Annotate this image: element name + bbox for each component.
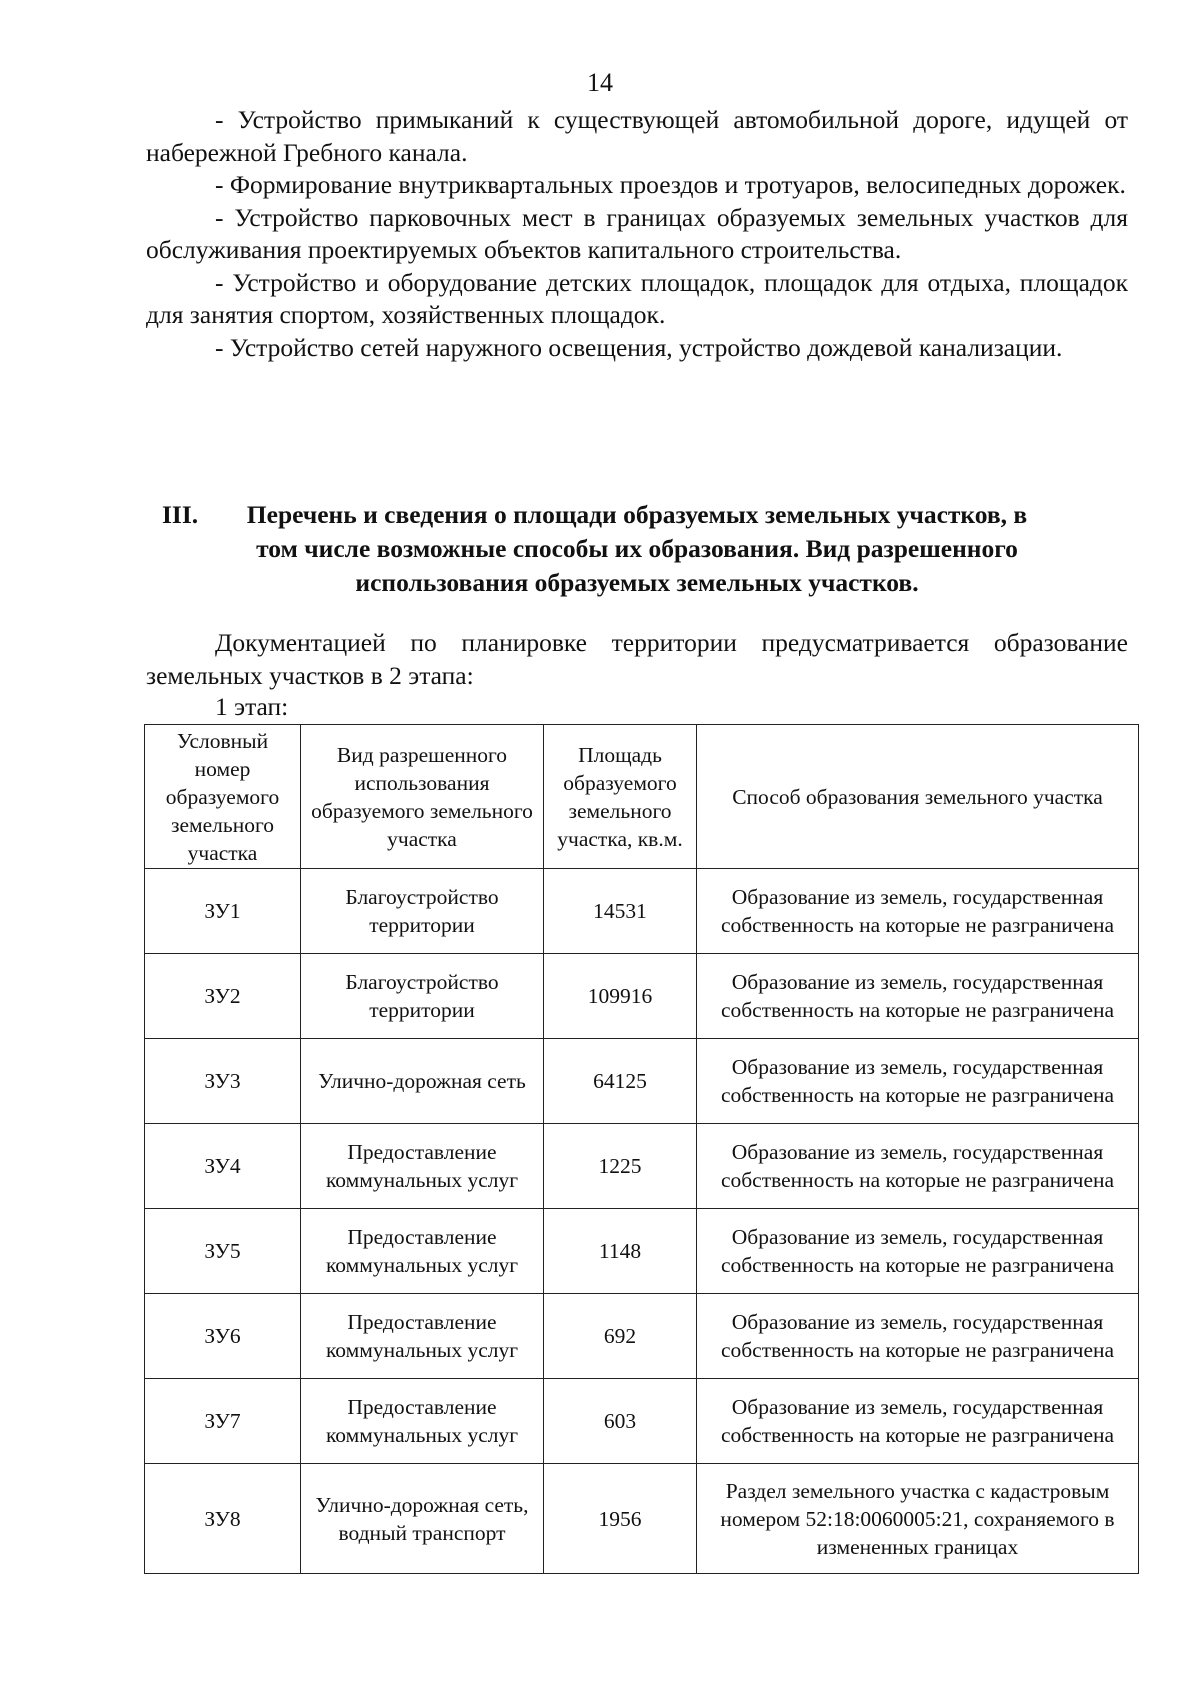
cell-parcel-number: ЗУ6 — [145, 1294, 301, 1379]
cell-area: 109916 — [544, 954, 697, 1039]
cell-formation-method: Раздел земельного участка с кадастровым номером 52:18:0060005:21, сохраняемого в измененных границах — [697, 1464, 1139, 1574]
cell-permitted-use: Благоустройство территории — [301, 869, 544, 954]
header-formation-method: Способ образования земельного участка — [697, 725, 1139, 869]
list-item: - Формирование внутриквартальных проездов и тротуаров, велосипедных дорожек. — [215, 170, 1126, 199]
cell-formation-method: Образование из земель, государственная собственность на которые не разграничена — [697, 1039, 1139, 1124]
header-parcel-number: Условный номер образуемого земельного участка — [145, 725, 301, 869]
stage-label: 1 этап: — [215, 692, 289, 721]
cell-area: 1225 — [544, 1124, 697, 1209]
measures-list — [146, 104, 1128, 364]
cell-parcel-number: ЗУ8 — [145, 1464, 301, 1574]
cell-formation-method: Образование из земель, государственная собственность на которые не разграничена — [697, 1379, 1139, 1464]
cell-formation-method: Образование из земель, государственная собственность на которые не разграничена — [697, 954, 1139, 1039]
list-item: - Устройство примыканий к существующей автомобильной дороге, идущей от набережной Гребного канала. — [146, 105, 1128, 167]
section-title-line: том числе возможные способы их образования. Вид разрешенного — [256, 534, 1018, 563]
section-title-line: использования образуемых земельных участков. — [355, 568, 919, 597]
cell-area: 1148 — [544, 1209, 697, 1294]
cell-parcel-number: ЗУ3 — [145, 1039, 301, 1124]
table-row — [145, 1379, 1139, 1464]
header-permitted-use: Вид разрешенного использования образуемого земельного участка — [301, 725, 544, 869]
intro-text: Документацией по планировке территории предусматривается образование земельных участков в 2 этапа: — [146, 628, 1128, 690]
page-number: 14 — [587, 68, 613, 97]
cell-permitted-use: Предоставление коммунальных услуг — [301, 1209, 544, 1294]
cell-formation-method: Образование из земель, государственная собственность на которые не разграничена — [697, 869, 1139, 954]
cell-parcel-number: ЗУ1 — [145, 869, 301, 954]
intro-paragraph — [146, 627, 1128, 692]
list-item: - Устройство парковочных мест в границах образуемых земельных участков для обслуживания проектируемых объектов капитального строительства. — [146, 202, 1128, 264]
table-row — [145, 1294, 1139, 1379]
table-row — [145, 869, 1139, 954]
header-area: Площадь образуемого земельного участка, кв.м. — [544, 725, 697, 869]
cell-parcel-number: ЗУ7 — [145, 1379, 301, 1464]
cell-permitted-use: Предоставление коммунальных услуг — [301, 1124, 544, 1209]
cell-parcel-number: ЗУ5 — [145, 1209, 301, 1294]
cell-formation-method: Образование из земель, государственная собственность на которые не разграничена — [697, 1294, 1139, 1379]
cell-formation-method: Образование из земель, государственная собственность на которые не разграничена — [697, 1124, 1139, 1209]
table-row — [145, 1124, 1139, 1209]
table-row — [145, 1039, 1139, 1124]
table-row — [145, 1209, 1139, 1294]
cell-area: 14531 — [544, 869, 697, 954]
cell-permitted-use: Предоставление коммунальных услуг — [301, 1294, 544, 1379]
cell-formation-method: Образование из земель, государственная собственность на которые не разграничена — [697, 1209, 1139, 1294]
cell-area: 603 — [544, 1379, 697, 1464]
cell-permitted-use: Улично-дорожная сеть — [301, 1039, 544, 1124]
cell-parcel-number: ЗУ2 — [145, 954, 301, 1039]
cell-area: 692 — [544, 1294, 697, 1379]
cell-permitted-use: Благоустройство территории — [301, 954, 544, 1039]
list-item: - Устройство сетей наружного освещения, устройство дождевой канализации. — [215, 332, 1063, 362]
table-row — [145, 954, 1139, 1039]
table-row — [145, 1464, 1139, 1574]
section-number: III. — [162, 500, 199, 529]
cell-permitted-use: Улично-дорожная сеть, водный транспорт — [301, 1464, 544, 1574]
section-heading — [146, 498, 1128, 600]
section-title-line: Перечень и сведения о площади образуемых земельных участков, в — [246, 500, 1028, 529]
list-item: - Устройство и оборудование детских площадок, площадок для отдыха, площадок для занятия спортом, хозяйственных площадок. — [146, 267, 1128, 329]
cell-parcel-number: ЗУ4 — [145, 1124, 301, 1209]
cell-area: 1956 — [544, 1464, 697, 1574]
cell-permitted-use: Предоставление коммунальных услуг — [301, 1379, 544, 1464]
parcels-table — [144, 724, 1139, 1574]
cell-area: 64125 — [544, 1039, 697, 1124]
table-header-row — [145, 725, 1139, 869]
